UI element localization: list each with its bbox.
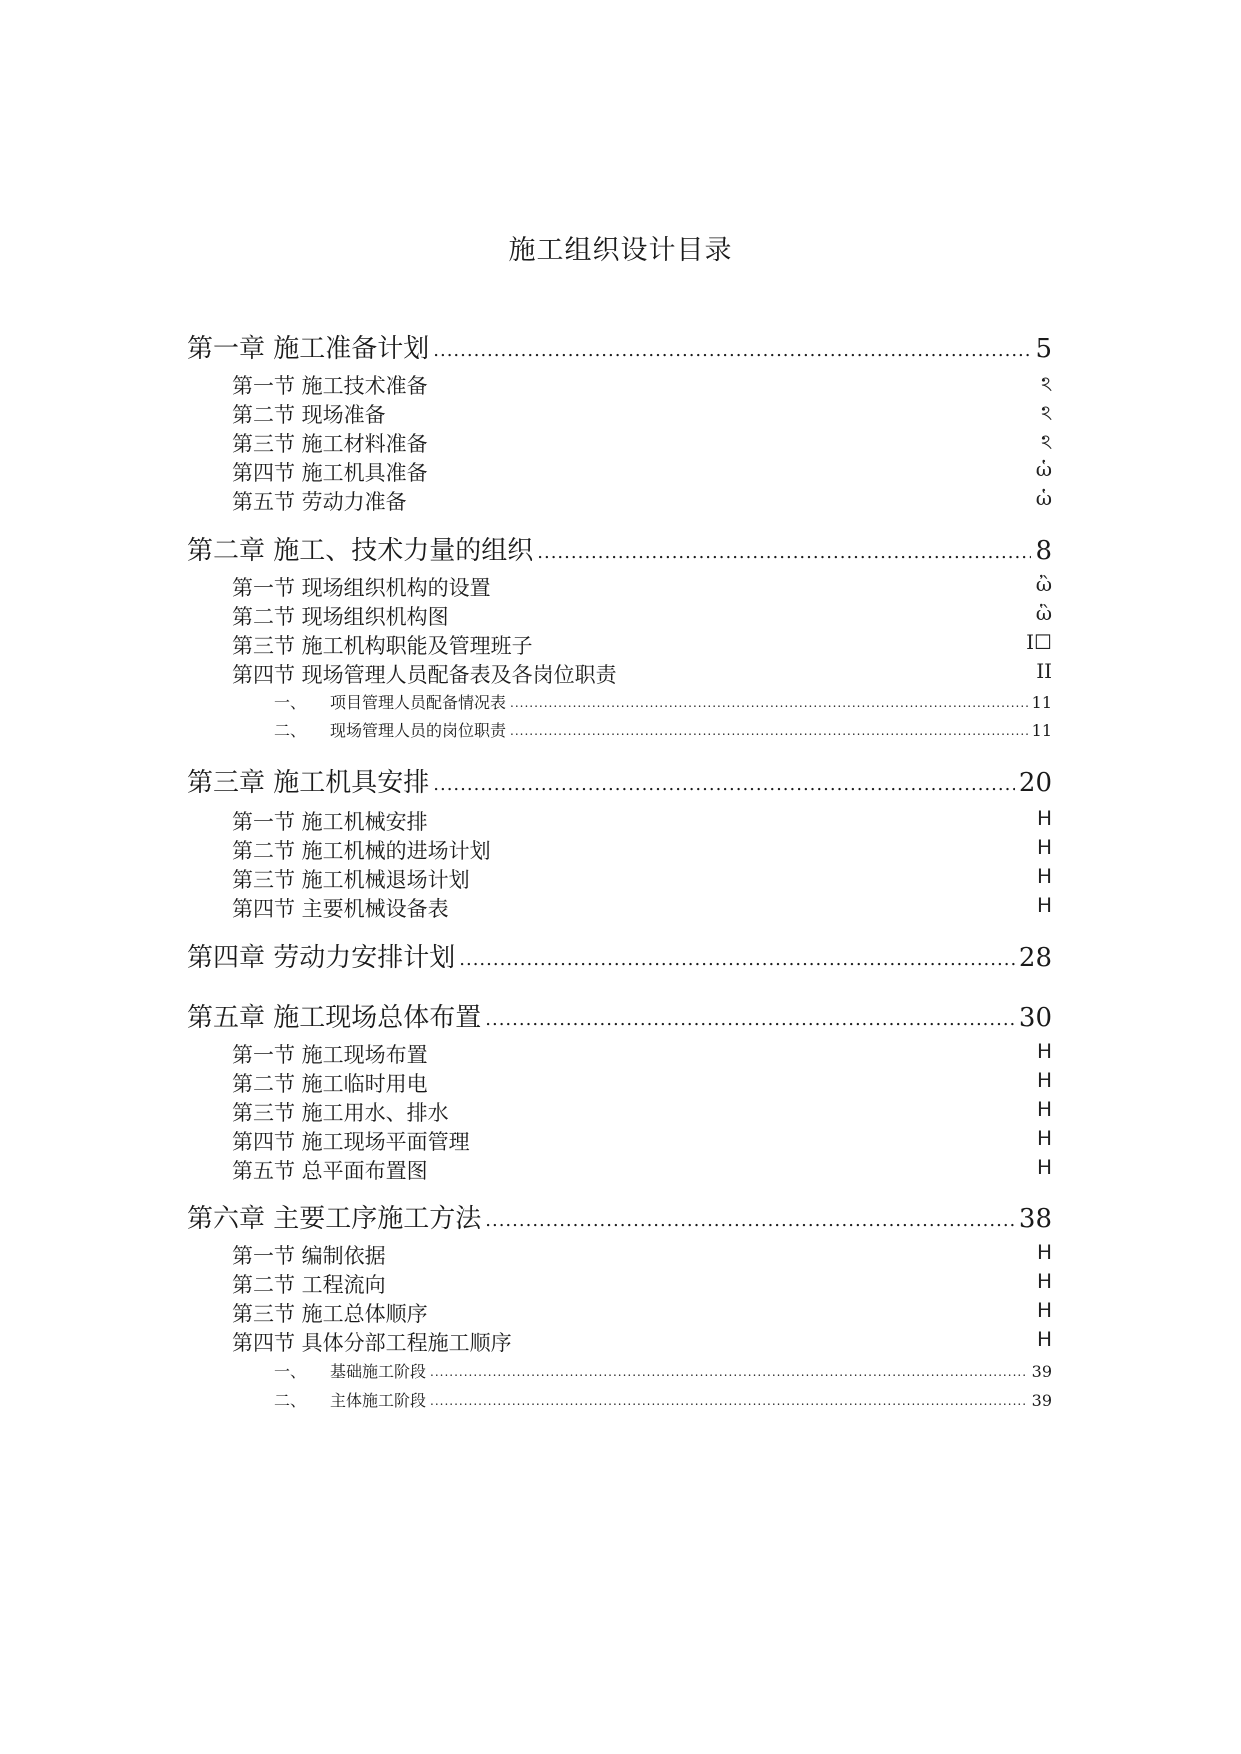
toc-section-label: 第一节 现场组织机构的设置 xyxy=(232,576,491,600)
toc-chapter-label: 第五章 施工现场总体布置 xyxy=(187,1003,482,1033)
toc-section-entry[interactable] xyxy=(232,428,1052,458)
toc-page-number: 39 xyxy=(1031,1362,1052,1381)
toc-section-label: 第一节 施工机械安排 xyxy=(232,810,428,834)
toc-section-label: 第三节 施工材料准备 xyxy=(232,432,428,456)
toc-section-entry[interactable] xyxy=(232,893,1052,923)
toc-item-label: 现场管理人员的岗位职责 xyxy=(330,721,507,740)
dot-leader xyxy=(510,696,1028,710)
toc-page-number: ὢ xyxy=(1035,572,1052,596)
toc-item-entry[interactable] xyxy=(274,1359,1052,1382)
toc-chapter-label: 第四章 劳动力安排计划 xyxy=(187,943,456,973)
toc-page-number: 38 xyxy=(1018,1204,1052,1234)
toc-page-number: ᕼ xyxy=(1036,1240,1052,1264)
toc-section-entry[interactable] xyxy=(232,659,1052,689)
toc-chapter-label: 第一章 施工准备计划 xyxy=(187,334,430,364)
toc-section-entry[interactable] xyxy=(232,572,1052,602)
toc-section-label: 第五节 劳动力准备 xyxy=(232,490,407,514)
toc-page-number: 8 xyxy=(1035,536,1052,566)
toc-page-number: ᕼ xyxy=(1036,1155,1052,1179)
toc-section-label: 第二节 现场组织机构图 xyxy=(232,605,449,629)
toc-chapter-entry[interactable] xyxy=(187,1198,1052,1235)
toc-page-number: ᕼ xyxy=(1036,1126,1052,1150)
toc-section-entry[interactable] xyxy=(232,457,1052,487)
toc-page-number: ᕼ xyxy=(1036,864,1052,888)
toc-section-entry[interactable] xyxy=(232,1240,1052,1270)
toc-item-entry[interactable] xyxy=(274,690,1052,713)
toc-section-label: 第一节 编制依据 xyxy=(232,1244,386,1268)
toc-section-entry[interactable] xyxy=(232,1298,1052,1328)
toc-chapter-entry[interactable] xyxy=(187,762,1052,799)
toc-chapter-label: 第二章 施工、技术力量的组织 xyxy=(187,536,534,566)
toc-section-entry[interactable] xyxy=(232,1097,1052,1127)
toc-page-number: II xyxy=(1036,659,1052,683)
toc-item-number: 二、 xyxy=(274,1391,307,1410)
dot-leader xyxy=(485,1210,1015,1231)
toc-section-label: 第三节 施工用水、排水 xyxy=(232,1101,449,1125)
toc-section-entry[interactable] xyxy=(232,1269,1052,1299)
toc-section-entry[interactable] xyxy=(232,1126,1052,1156)
toc-section-entry[interactable] xyxy=(232,370,1052,400)
toc-page-number: ঽ xyxy=(1041,401,1052,425)
toc-section-entry[interactable] xyxy=(232,1327,1052,1357)
toc-section-entry[interactable] xyxy=(232,601,1052,631)
toc-page-number: ὣ xyxy=(1035,601,1052,625)
toc-section-entry[interactable] xyxy=(232,486,1052,516)
toc-section-label: 第三节 施工总体顺序 xyxy=(232,1302,428,1326)
toc-page-number: 20 xyxy=(1018,768,1052,798)
toc-page-number: ᕼ xyxy=(1036,893,1052,917)
toc-section-label: 第三节 施工机构职能及管理班子 xyxy=(232,634,533,658)
toc-page-number: ᕼ xyxy=(1036,1327,1052,1351)
toc-section-entry[interactable] xyxy=(232,835,1052,865)
toc-page-number: ᕼ xyxy=(1036,1298,1052,1322)
dot-leader xyxy=(433,340,1031,361)
toc-section-entry[interactable] xyxy=(232,1155,1052,1185)
dot-leader xyxy=(510,724,1028,738)
toc-page-number: ᕼ xyxy=(1036,835,1052,859)
toc-page-number: 28 xyxy=(1018,943,1052,973)
toc-section-label: 第一节 施工技术准备 xyxy=(232,374,428,398)
toc-section-label: 第四节 施工现场平面管理 xyxy=(232,1130,470,1154)
toc-page-number: 11 xyxy=(1031,693,1052,712)
toc-section-entry[interactable] xyxy=(232,864,1052,894)
dot-leader xyxy=(485,1009,1015,1030)
toc-page-number: ὡ xyxy=(1035,486,1052,510)
toc-section-label: 第五节 总平面布置图 xyxy=(232,1159,428,1183)
toc-section-label: 第二节 现场准备 xyxy=(232,403,386,427)
toc-chapter-label: 第三章 施工机具安排 xyxy=(187,768,430,798)
toc-page-number: ᕼ xyxy=(1036,1097,1052,1121)
toc-section-label: 第三节 施工机械退场计划 xyxy=(232,868,470,892)
dot-leader xyxy=(433,774,1015,795)
toc-section-entry[interactable] xyxy=(232,1068,1052,1098)
toc-item-label: 基础施工阶段 xyxy=(330,1362,427,1381)
toc-item-label: 主体施工阶段 xyxy=(330,1391,427,1410)
toc-item-number: 一、 xyxy=(274,693,307,712)
toc-section-entry[interactable] xyxy=(232,806,1052,836)
dot-leader xyxy=(537,542,1031,563)
toc-page-number: ᕼ xyxy=(1036,806,1052,830)
toc-page-number: 11 xyxy=(1031,721,1052,740)
toc-section-label: 第二节 施工机械的进场计划 xyxy=(232,839,491,863)
toc-page-number: 5 xyxy=(1035,334,1052,364)
toc-section-label: 第二节 工程流向 xyxy=(232,1273,386,1297)
toc-item-number: 二、 xyxy=(274,721,307,740)
toc-page-number: ᕼ xyxy=(1036,1068,1052,1092)
toc-item-number: 一、 xyxy=(274,1362,307,1381)
toc-item-entry[interactable] xyxy=(274,718,1052,741)
toc-page-number: 39 xyxy=(1031,1391,1052,1410)
toc-chapter-label: 第六章 主要工序施工方法 xyxy=(187,1204,482,1234)
toc-page-number: I☐ xyxy=(1026,630,1052,654)
toc-section-label: 第二节 施工临时用电 xyxy=(232,1072,428,1096)
toc-page-number: ᕼ xyxy=(1036,1269,1052,1293)
toc-page-number: ঽ xyxy=(1041,430,1052,454)
toc-item-entry[interactable] xyxy=(274,1388,1052,1411)
toc-page-number: ᕼ xyxy=(1036,1039,1052,1063)
toc-chapter-entry[interactable] xyxy=(187,997,1052,1034)
toc-chapter-entry[interactable] xyxy=(187,328,1052,365)
dot-leader xyxy=(430,1394,1028,1408)
dot-leader xyxy=(430,1365,1028,1379)
toc-section-label: 第四节 主要机械设备表 xyxy=(232,897,449,921)
toc-section-entry[interactable] xyxy=(232,1039,1052,1069)
toc-section-label: 第四节 现场管理人员配备表及各岗位职责 xyxy=(232,663,617,687)
toc-chapter-entry[interactable] xyxy=(187,530,1052,567)
toc-page-number: 30 xyxy=(1018,1003,1052,1033)
dot-leader xyxy=(459,949,1015,970)
toc-section-entry[interactable] xyxy=(232,630,1052,660)
toc-section-label: 第四节 施工机具准备 xyxy=(232,461,428,485)
toc-chapter-entry[interactable] xyxy=(187,937,1052,974)
toc-page-number: ঽ xyxy=(1041,372,1052,396)
toc-section-entry[interactable] xyxy=(232,399,1052,429)
toc-page-number: ὡ xyxy=(1035,457,1052,481)
document-title: 施工组织设计目录 xyxy=(508,235,733,266)
toc-section-label: 第四节 具体分部工程施工顺序 xyxy=(232,1331,512,1355)
toc-item-label: 项目管理人员配备情况表 xyxy=(330,693,507,712)
toc-section-label: 第一节 施工现场布置 xyxy=(232,1043,428,1067)
